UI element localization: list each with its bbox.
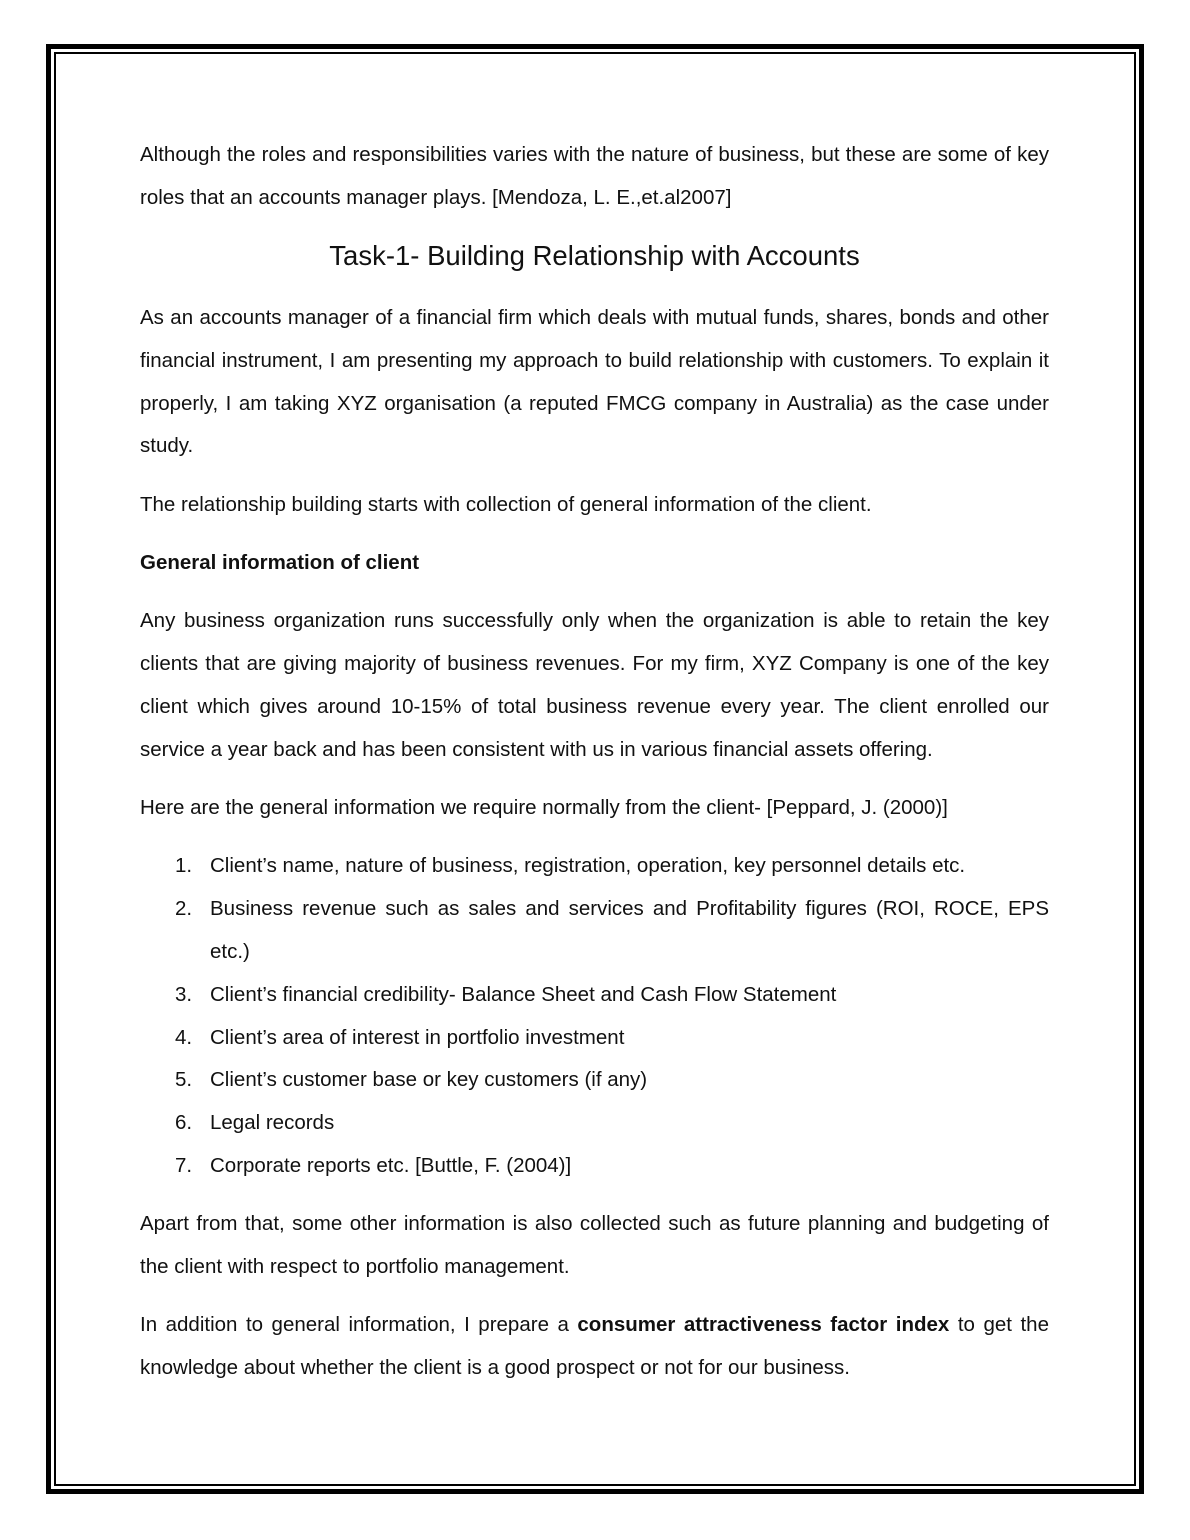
list-item-number: 7. — [175, 1153, 193, 1177]
list-item — [140, 974, 1049, 1017]
information-list — [140, 845, 1049, 1187]
list-item-number: 2. — [175, 897, 193, 921]
list-item-number: 5. — [175, 1068, 193, 1092]
list-item-number: 6. — [175, 1111, 193, 1135]
list-item-text: Client’s customer base or key customers (if any) — [210, 1068, 648, 1092]
paragraph-addition-start: In addition to general information, I prepare a — [140, 1313, 578, 1337]
list-item — [140, 1145, 1049, 1188]
paragraph-apart: Apart from that, some other information is also collected such as future planning and budgeting of the client with respect to portfolio management. — [140, 1212, 1049, 1279]
paragraph-addition-end: to get the knowledge about whether the client is a good prospect or not for our business. — [140, 1313, 1049, 1380]
list-item-text: Client’s name, nature of business, registration, operation, key personnel details etc. — [210, 854, 966, 878]
list-item-text: Business revenue such as sales and services and Profitability figures (ROI, ROCE, EPS etc.) — [210, 897, 1049, 963]
list-item-number: 1. — [175, 854, 193, 878]
paragraph-addition-bold-term: consumer attractiveness factor index — [577, 1313, 950, 1337]
document-body — [140, 134, 1049, 1405]
section-heading: Task-1- Building Relationship with Accounts — [329, 240, 860, 272]
list-item — [140, 1059, 1049, 1102]
paragraph-approach: As an accounts manager of a financial firm which deals with mutual funds, shares, bonds and other financial instrument, I am presenting my approach to build relationship with customers. To explain it properly, I am taking XYZ organisation (a reputed FMCG company in Australia) as the case under study. — [140, 306, 1049, 458]
paragraph-relationship-start: The relationship building starts with collection of general information of the client. — [140, 492, 872, 516]
list-item — [140, 1102, 1049, 1145]
subheading-general-info: General information of client — [140, 551, 420, 575]
list-item-number: 4. — [175, 1025, 193, 1049]
list-item-number: 3. — [175, 982, 193, 1006]
list-item-text: Corporate reports etc. [Buttle, F. (2004)] — [210, 1153, 572, 1177]
list-item — [140, 888, 1049, 974]
list-item — [140, 1017, 1049, 1060]
list-item — [140, 845, 1049, 888]
paragraph-business: Any business organization runs successfully only when the organization is able to retain the key clients that are giving majority of business revenues. For my firm, XYZ Company is one of the key client which gives around 10-15% of total business revenue every year. The client enrolled our service a year back and has been consistent with us in various financial assets offering. — [140, 609, 1049, 761]
list-item-text: Client’s financial credibility- Balance Sheet and Cash Flow Statement — [210, 982, 837, 1006]
paragraph-addition — [140, 1304, 1049, 1390]
paragraph-list-intro: Here are the general information we require normally from the client- [Peppard, J. (2000)] — [140, 796, 948, 820]
list-item-text: Legal records — [210, 1111, 335, 1135]
paragraph-intro: Although the roles and responsibilities varies with the nature of business, but these are some of key roles that an accounts manager plays. [Mendoza, L. E.,et.al2007] — [140, 143, 1049, 209]
list-item-text: Client’s area of interest in portfolio investment — [210, 1025, 625, 1049]
